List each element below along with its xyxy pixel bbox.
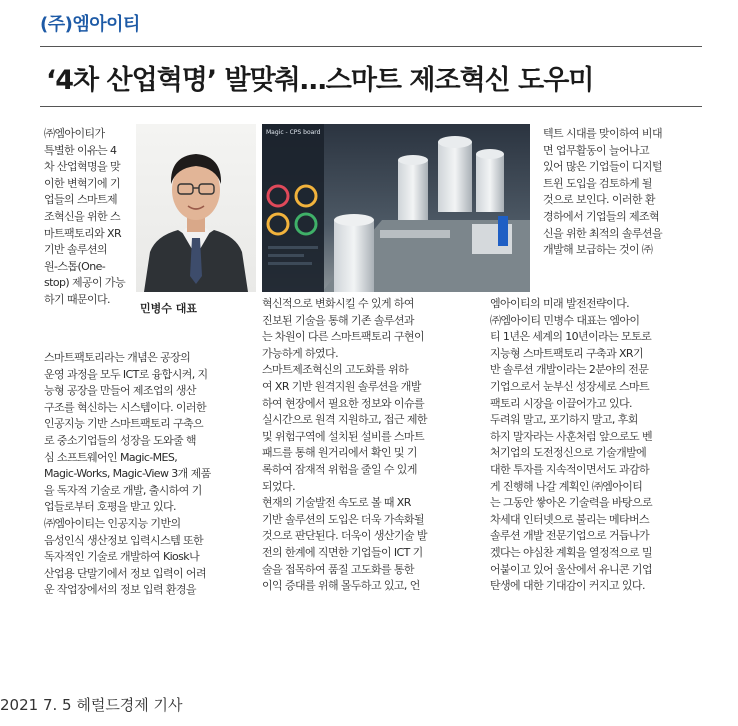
article-line: 것으로 판단된다. 더욱이 생산기술 발 — [262, 529, 427, 543]
article-line: 어붙이고 있어 울산에서 유니콘 기업 — [490, 562, 652, 576]
article-line: 스마트제조혁신의 고도화를 위하 — [262, 363, 409, 377]
article-line: 특별한 이유는 4 — [44, 143, 117, 157]
article-line: 이한 변혁기에 기 — [44, 176, 120, 190]
article-line: 및 위험구역에 설치된 설비를 스마트 — [262, 429, 424, 443]
article-line: 현재의 기술발전 속도로 볼 때 XR — [262, 496, 411, 510]
article-line: 는 그동안 쌓아온 기술력을 바탕으로 — [490, 496, 652, 510]
article-line: 기업으로서 눈부신 성장세로 스마트 — [490, 379, 650, 393]
article-line: 전의 한계에 직면한 기업들이 ICT 기 — [262, 545, 423, 559]
company-name: (주)엠아이티 — [40, 14, 140, 35]
column-1-top — [44, 126, 132, 309]
article-line: 두려워 말고, 포기하지 말고, 후회 — [490, 413, 638, 427]
article-line: 운영 과정을 모두 ICT로 융합시켜, 지 — [44, 367, 208, 381]
article-line: 차세대 인터넷으로 불리는 메타버스 — [490, 512, 650, 526]
article-line: 신을 위한 최적의 솔루션을 — [543, 226, 662, 240]
article-line: 패드를 통해 원거리에서 확인 및 기 — [262, 446, 417, 460]
article-line: 록하여 잠재적 위험을 줄일 수 있게 — [262, 462, 417, 476]
article-line: 겠다는 야심찬 계획을 열정적으로 밀 — [490, 545, 652, 559]
article-line: 조혁신을 위한 스 — [44, 209, 120, 223]
article-line: 개발해 보급하는 것이 ㈜ — [543, 243, 653, 257]
article-line: 있어 많은 기업들이 디지털 — [543, 160, 662, 174]
article-line: 지능형 스마트팩토리 구축과 XR기 — [490, 346, 644, 360]
article-line: 트윈 도입을 검토하게 될 — [543, 176, 652, 190]
article-line: ㈜엠아이티 민병수 대표는 엠아이 — [490, 313, 640, 327]
article-line: 독자적인 기술로 개발하여 Kiosk나 — [44, 550, 200, 564]
header-divider — [40, 46, 702, 47]
headline: ‘4차 산업혁명’ 발맞춰…스마트 제조혁신 도우미 — [46, 65, 594, 96]
article-line: 업들의 스마트제 — [44, 193, 118, 207]
column-1-bottom — [44, 350, 250, 599]
article-line: 기반 솔루션의 도입은 더욱 가속화될 — [262, 512, 424, 526]
article-line: 경하에서 기업들의 제조혁 — [543, 209, 660, 223]
column-3-top — [543, 126, 703, 259]
article-line: 원-스톱(One- — [44, 259, 106, 273]
article-line: 반 솔루션 개발이라는 2분야의 전문 — [490, 363, 649, 377]
article-line: 솔루션 개발 전문기업으로 거듭나가 — [490, 529, 650, 543]
article-line: 하지 말자라는 사훈처럼 앞으로도 벤 — [490, 429, 652, 443]
article-line: 심 소프트웨어인 Magic-MES, — [44, 450, 178, 464]
article-line: Magic-Works, Magic-View 3개 제품 — [44, 467, 211, 481]
headline-divider — [40, 106, 702, 107]
article-line: 차 산업혁명을 맞 — [44, 160, 120, 174]
article-line: 음성인식 생산정보 입력시스템 또한 — [44, 533, 204, 547]
article-line: 것으로 보인다. 이러한 환 — [543, 193, 655, 207]
article-line: 텍트 시대를 맞이하여 비대 — [543, 127, 662, 140]
article-line: 탄생에 대한 기대감이 커지고 있다. — [490, 579, 645, 593]
article-line: 게 진행해 나갈 계획인 ㈜엠아이티 — [490, 479, 643, 493]
article-line: 술을 접목하여 품질 고도화를 통한 — [262, 562, 414, 576]
column-2 — [262, 296, 474, 595]
article-line: 로 중소기업들의 성장을 도와줄 핵 — [44, 433, 196, 447]
article-line: 실시간으로 원격 지원하고, 접근 제한 — [262, 413, 427, 427]
article-line: stop) 제공이 가능 — [44, 276, 125, 290]
article-line: 면 업무활동이 늘어나고 — [543, 143, 650, 157]
article-line: 대한 투자를 지속적이면서도 과감하 — [490, 462, 650, 476]
ceo-portrait — [136, 124, 256, 292]
factory-render-illustration — [262, 124, 530, 292]
cps-board-render — [262, 124, 530, 292]
article-line: 업들로부터 호평을 받고 있다. — [44, 500, 176, 514]
article-line: 되었다. — [262, 479, 295, 493]
article-line: 이익 증대를 위해 몰두하고 있고, 언 — [262, 579, 420, 593]
article-line: ㈜엠아이티가 — [44, 127, 105, 140]
article-line: 처기업의 도전정신으로 기술개발에 — [490, 446, 647, 460]
portrait-illustration — [136, 124, 256, 292]
article-line: 여 XR 기반 원격지원 솔루션을 개발 — [262, 379, 421, 393]
article-line: 하기 때문이다. — [44, 292, 110, 306]
article-line: 가능하게 하였다. — [262, 346, 338, 360]
column-3-bottom — [490, 296, 702, 595]
render-title: Magic - CPS board — [266, 129, 321, 136]
article-line: 티 1년은 세계의 10년이라는 모토로 — [490, 330, 652, 344]
article-line: 엠아이티의 미래 발전전략이다. — [490, 297, 630, 310]
article-line: 는 차원이 다른 스마트팩토리 구현이 — [262, 330, 424, 344]
article-line: 마트팩토리와 XR — [44, 226, 122, 240]
article-line: 을 독자적 기술로 개발, 출시하여 기 — [44, 483, 202, 497]
article-line: 운 작업장에서의 정보 입력 환경을 — [44, 583, 196, 597]
article-line: 하여 현장에서 필요한 정보와 이슈를 — [262, 396, 424, 410]
article-line: 인공지능 기반 스마트팩토리 구축으 — [44, 417, 204, 431]
article-line: 능형 공장을 만들어 제조업의 생산 — [44, 384, 196, 398]
source-footer: 2021 7. 5 헤럴드경제 기사 — [0, 696, 183, 714]
article-line: 구조를 혁신하는 시스템이다. 이러한 — [44, 400, 206, 414]
article-line: 팩토리 시장을 이끌어가고 있다. — [490, 396, 632, 410]
article-line: 스마트팩토리라는 개념은 공장의 — [44, 351, 191, 364]
article-line: 기반 솔루션의 — [44, 243, 108, 257]
article-line: 산업용 단말기에서 정보 입력이 어려 — [44, 566, 206, 580]
article-line: 혁신적으로 변화시킬 수 있게 하여 — [262, 297, 414, 310]
article-line: ㈜엠아이티는 인공지능 기반의 — [44, 516, 181, 530]
article-line: 진보된 기술을 통해 기존 솔루션과 — [262, 313, 414, 327]
photo-caption: 민병수 대표 — [140, 302, 197, 315]
